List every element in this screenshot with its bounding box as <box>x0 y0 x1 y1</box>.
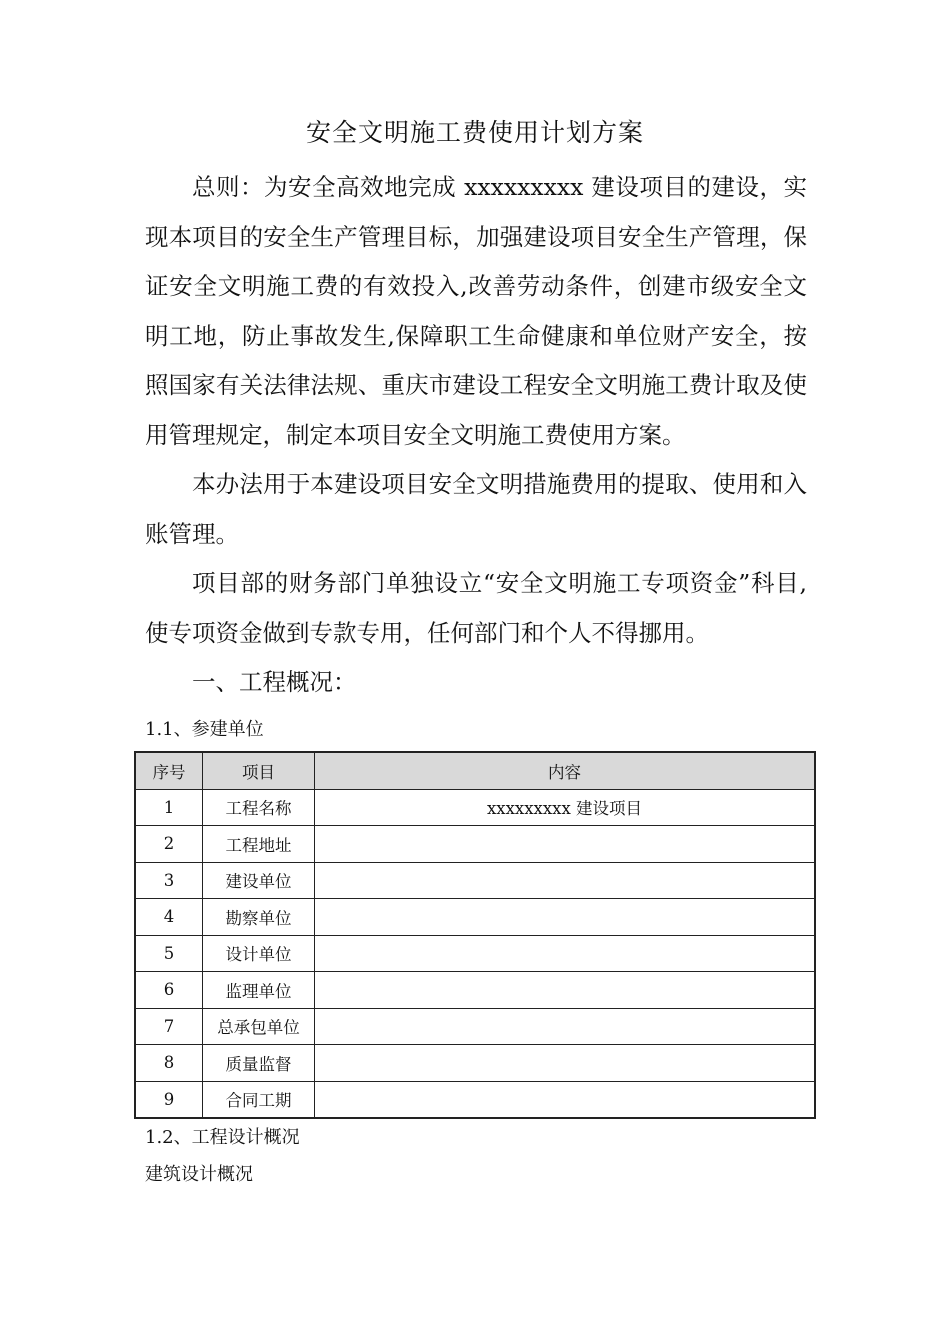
cell-item: 工程地址 <box>203 826 315 863</box>
cell-content: xxxxxxxxx 建设项目 <box>315 789 816 826</box>
cell-serial: 8 <box>135 1045 203 1082</box>
cell-content <box>315 1008 816 1045</box>
cell-content <box>315 972 816 1009</box>
table-row <box>135 1008 815 1045</box>
cell-content <box>315 1081 816 1118</box>
cell-item: 设计单位 <box>203 935 315 972</box>
table-row <box>135 972 815 1009</box>
cell-serial: 7 <box>135 1008 203 1045</box>
document-body <box>145 163 807 708</box>
cell-item: 勘察单位 <box>203 899 315 936</box>
cell-item: 质量监督 <box>203 1045 315 1082</box>
table-row <box>135 935 815 972</box>
cell-content <box>315 935 816 972</box>
paragraph-finance: 项目部的财务部门单独设立“安全文明施工专项资金”科目,使专项资金做到专款专用，任何部门和个人不得挪用。 <box>145 569 807 647</box>
header-item: 项目 <box>203 752 315 789</box>
cell-item: 工程名称 <box>203 789 315 826</box>
heading-project-overview: 一、工程概况： <box>192 668 357 696</box>
cell-serial: 4 <box>135 899 203 936</box>
cell-content <box>315 826 816 863</box>
header-serial: 序号 <box>135 752 203 789</box>
table-row <box>135 826 815 863</box>
table-row <box>135 789 815 826</box>
cell-item: 总承包单位 <box>203 1008 315 1045</box>
table-row <box>135 899 815 936</box>
cell-content <box>315 862 816 899</box>
paragraph-scope: 本办法用于本建设项目安全文明措施费用的提取、使用和入账管理。 <box>145 470 807 548</box>
participating-units-table <box>134 751 816 1119</box>
subheading-participating-units: 1.1、参建单位 <box>145 719 264 740</box>
table-row <box>135 1045 815 1082</box>
cell-item: 建设单位 <box>203 862 315 899</box>
cell-serial: 1 <box>135 789 203 826</box>
table-header-row <box>135 752 815 789</box>
cell-serial: 2 <box>135 826 203 863</box>
paragraph-general: 总则：为安全高效地完成 xxxxxxxxx 建设项目的建设，实现本项目的安全生产管理目标，加强建设项目安全生产管理，保证安全文明施工费的有效投入,改善劳动条件，创建市级安全文明工地，防止事故发生,保障职工生命健康和单位财产安全，按照国家有关法律法规、重庆市建设工程安全文明施工费计取及使用管理规定，制定本项目安全文明施工费使用方案。 <box>145 173 807 449</box>
cell-item: 合同工期 <box>203 1081 315 1118</box>
table-row <box>135 862 815 899</box>
cell-serial: 9 <box>135 1081 203 1118</box>
subheading-architectural-design: 建筑设计概况 <box>145 1164 253 1185</box>
cell-item: 监理单位 <box>203 972 315 1009</box>
header-content: 内容 <box>315 752 816 789</box>
table-row <box>135 1081 815 1118</box>
cell-content <box>315 1045 816 1082</box>
cell-serial: 6 <box>135 972 203 1009</box>
cell-serial: 3 <box>135 862 203 899</box>
cell-serial: 5 <box>135 935 203 972</box>
cell-content <box>315 899 816 936</box>
document-title: 安全文明施工费使用计划方案 <box>305 118 644 147</box>
subheading-design-overview: 1.2、工程设计概况 <box>145 1127 300 1148</box>
